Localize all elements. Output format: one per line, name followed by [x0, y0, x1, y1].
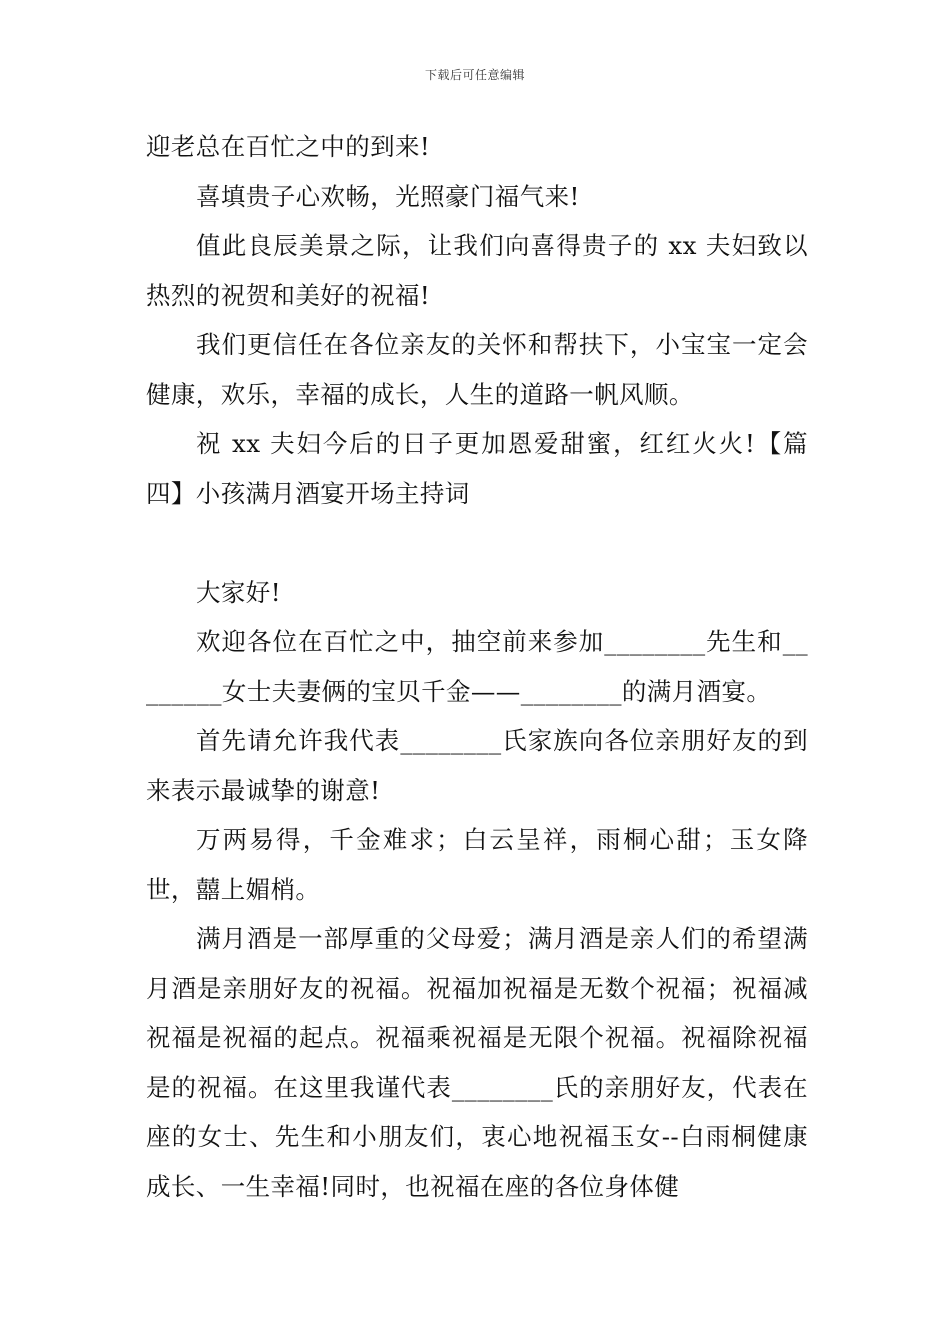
paragraph-poem: 万两易得，千金难求；白云呈祥，雨桐心甜；玉女降世，囍上媚梢。	[146, 825, 808, 904]
page-header-note: 下载后可任意编辑	[424, 68, 525, 82]
blank-line	[146, 518, 808, 568]
paragraph-blessing: 喜填贵子心欢畅，光照豪门福气来!	[196, 181, 580, 211]
paragraph-congratulations: 值此良辰美景之际，让我们向喜得贵子的 xx 夫妇致以热烈的祝贺和美好的祝福!	[146, 231, 808, 310]
paragraph-thanks: 首先请允许我代表________氏家族向各位亲朋好友的到来表示最诚挚的谢意!	[146, 726, 808, 805]
paragraph-continuation: 迎老总在百忙之中的到来!	[146, 132, 431, 161]
paragraph-welcome: 欢迎各位在百忙之中，抽空前来参加________先生和________女士夫妻俩的宝贝千金——________的满月酒宴。	[146, 627, 808, 706]
paragraph-greeting: 大家好!	[196, 577, 281, 607]
document-body	[146, 122, 808, 1211]
paragraph-section-four-heading: 祝 xx 夫妇今后的日子更加恩爱甜蜜，红红火火!【篇四】小孩满月酒宴开场主持词	[146, 429, 808, 508]
paragraph-baby-wishes: 我们更信任在各位亲友的关怀和帮扶下，小宝宝一定会健康，欢乐，幸福的成长，人生的道路一帆风顺。	[146, 330, 808, 409]
paragraph-full-month-wine: 满月酒是一部厚重的父母爱；满月酒是亲人们的希望满月酒是亲朋好友的祝福。祝福加祝福是无数个祝福；祝福减祝福是祝福的起点。祝福乘祝福是无限个祝福。祝福除祝福是的祝福。在这里我谨代表________氏的亲朋好友，代表在座的女士、先生和小朋友们，衷心地祝福玉女--白雨桐健康成长、一生幸福!同时，也祝福在座的各位身体健	[146, 924, 808, 1201]
